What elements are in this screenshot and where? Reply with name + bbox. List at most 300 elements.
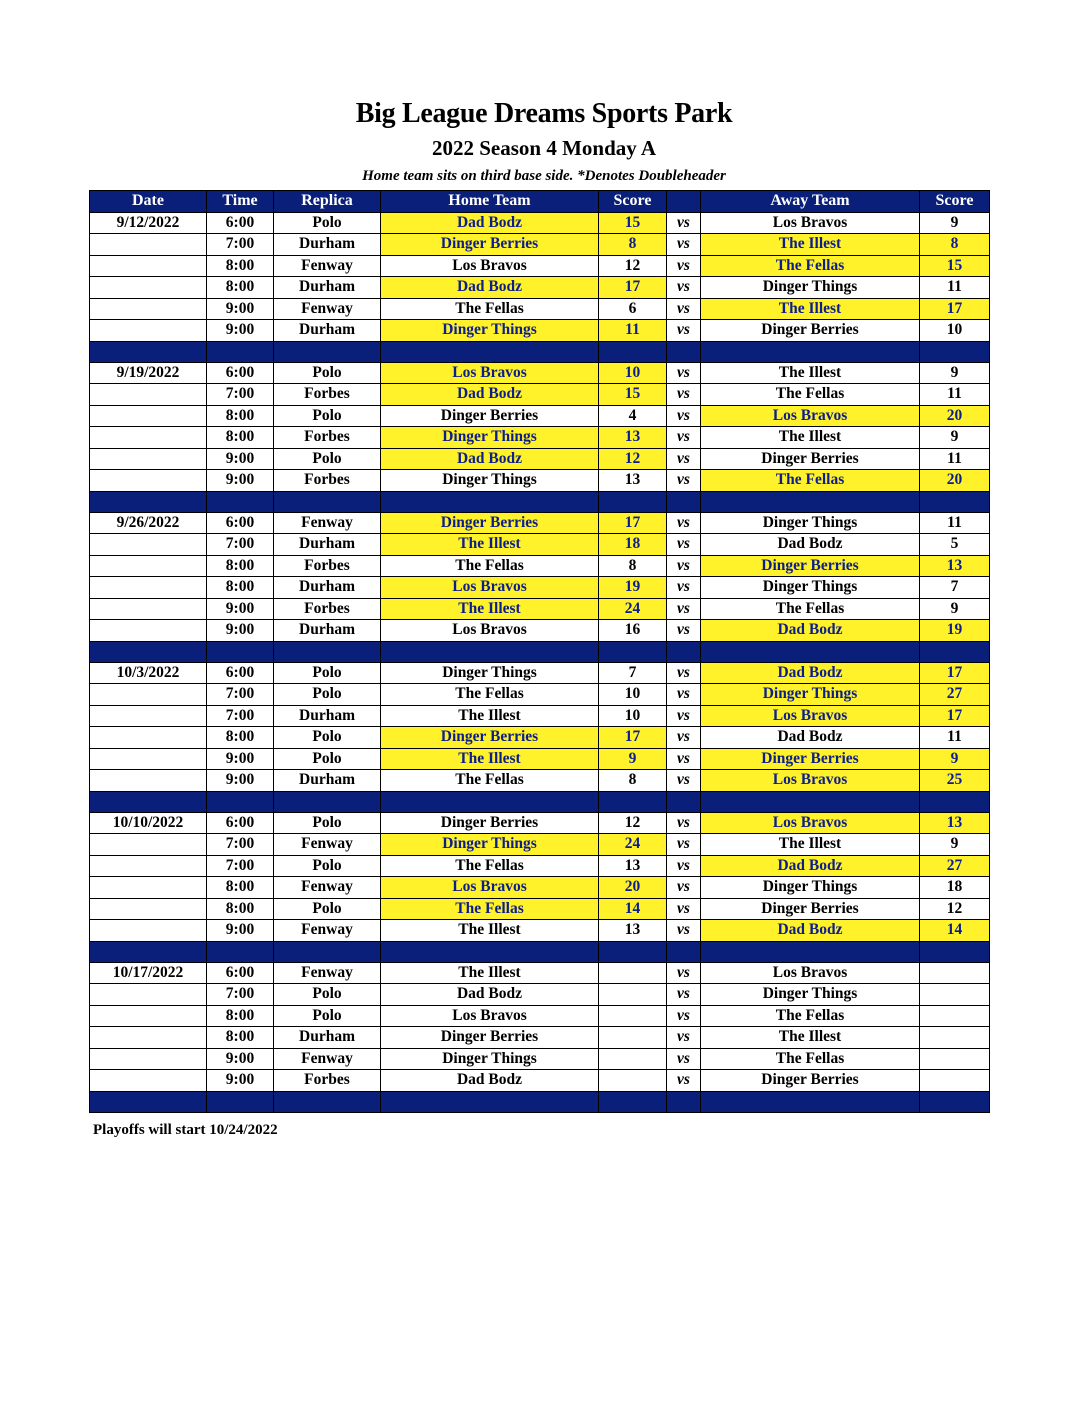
away-team-cell: The Illest	[701, 362, 920, 384]
home-team-cell: Dinger Things	[381, 834, 599, 856]
field-cell: Polo	[274, 727, 381, 749]
date-cell	[90, 384, 207, 406]
col-header-home-team: Home Team	[381, 191, 599, 213]
field-cell: Fenway	[274, 877, 381, 899]
away-score-cell: 15	[920, 255, 990, 277]
field-cell: Polo	[274, 684, 381, 706]
away-score-cell: 9	[920, 748, 990, 770]
away-score-cell	[920, 1070, 990, 1092]
game-row	[90, 855, 990, 877]
time-cell: 6:00	[207, 962, 274, 984]
game-row	[90, 662, 990, 684]
away-team-cell: Dad Bodz	[701, 534, 920, 556]
game-row	[90, 705, 990, 727]
col-header-vs	[667, 191, 701, 213]
date-cell: 9/26/2022	[90, 512, 207, 534]
home-score-cell	[599, 1048, 667, 1070]
home-score-cell: 20	[599, 877, 667, 899]
home-team-cell: Dad Bodz	[381, 984, 599, 1006]
game-row	[90, 470, 990, 492]
col-header-replica: Replica	[274, 191, 381, 213]
home-team-cell: Dinger Berries	[381, 727, 599, 749]
separator-cell	[920, 341, 990, 362]
home-team-cell: The Illest	[381, 705, 599, 727]
game-row	[90, 684, 990, 706]
col-header-date: Date	[90, 191, 207, 213]
time-cell: 8:00	[207, 877, 274, 899]
home-score-cell: 11	[599, 320, 667, 342]
home-team-cell: Dinger Things	[381, 427, 599, 449]
game-row	[90, 427, 990, 449]
game-row	[90, 534, 990, 556]
separator-cell	[599, 1091, 667, 1112]
field-cell: Polo	[274, 448, 381, 470]
date-cell	[90, 834, 207, 856]
game-row	[90, 212, 990, 234]
separator-cell	[207, 491, 274, 512]
separator-cell	[207, 1091, 274, 1112]
away-team-cell: The Fellas	[701, 598, 920, 620]
date-cell	[90, 1048, 207, 1070]
away-score-cell: 11	[920, 512, 990, 534]
separator-cell	[667, 941, 701, 962]
away-team-cell: The Illest	[701, 298, 920, 320]
home-team-cell: The Fellas	[381, 770, 599, 792]
separator-cell	[599, 791, 667, 812]
vs-cell: vs	[667, 705, 701, 727]
home-team-cell: Dinger Berries	[381, 512, 599, 534]
home-team-cell: Dad Bodz	[381, 384, 599, 406]
game-row	[90, 320, 990, 342]
field-cell: Durham	[274, 770, 381, 792]
date-cell	[90, 920, 207, 942]
home-score-cell: 12	[599, 812, 667, 834]
separator-cell	[667, 1091, 701, 1112]
date-cell	[90, 855, 207, 877]
date-cell	[90, 534, 207, 556]
field-cell: Polo	[274, 748, 381, 770]
away-team-cell: Dinger Things	[701, 984, 920, 1006]
vs-cell: vs	[667, 898, 701, 920]
home-team-cell: The Illest	[381, 920, 599, 942]
away-team-cell: Dinger Berries	[701, 320, 920, 342]
home-team-cell: Los Bravos	[381, 577, 599, 599]
home-score-cell: 13	[599, 855, 667, 877]
date-cell: 9/19/2022	[90, 362, 207, 384]
separator-cell	[599, 341, 667, 362]
time-cell: 8:00	[207, 727, 274, 749]
game-row	[90, 405, 990, 427]
game-row	[90, 555, 990, 577]
vs-cell: vs	[667, 812, 701, 834]
home-team-cell: Los Bravos	[381, 1005, 599, 1027]
away-team-cell: Dad Bodz	[701, 662, 920, 684]
separator-cell	[90, 1091, 207, 1112]
game-row	[90, 834, 990, 856]
separator-cell	[274, 641, 381, 662]
away-team-cell: Los Bravos	[701, 212, 920, 234]
away-team-cell: Dinger Things	[701, 277, 920, 299]
away-score-cell: 14	[920, 920, 990, 942]
separator-cell	[701, 491, 920, 512]
vs-cell: vs	[667, 662, 701, 684]
home-score-cell	[599, 962, 667, 984]
game-row	[90, 298, 990, 320]
separator-cell	[381, 791, 599, 812]
home-team-cell: Dinger Things	[381, 320, 599, 342]
separator-cell	[274, 941, 381, 962]
away-team-cell: Dinger Things	[701, 512, 920, 534]
home-score-cell: 12	[599, 448, 667, 470]
date-cell	[90, 1027, 207, 1049]
game-row	[90, 577, 990, 599]
separator-cell	[920, 491, 990, 512]
time-cell: 8:00	[207, 255, 274, 277]
vs-cell: vs	[667, 962, 701, 984]
field-cell: Polo	[274, 984, 381, 1006]
week-separator	[90, 1091, 990, 1112]
vs-cell: vs	[667, 770, 701, 792]
time-cell: 9:00	[207, 320, 274, 342]
home-score-cell: 8	[599, 770, 667, 792]
away-score-cell: 17	[920, 298, 990, 320]
date-cell	[90, 298, 207, 320]
away-score-cell: 5	[920, 534, 990, 556]
vs-cell: vs	[667, 920, 701, 942]
vs-cell: vs	[667, 748, 701, 770]
date-cell	[90, 277, 207, 299]
home-team-cell: Dinger Berries	[381, 812, 599, 834]
time-cell: 6:00	[207, 512, 274, 534]
game-row	[90, 1048, 990, 1070]
home-team-cell: Dad Bodz	[381, 277, 599, 299]
home-team-cell: The Fellas	[381, 898, 599, 920]
separator-cell	[207, 341, 274, 362]
field-cell: Polo	[274, 405, 381, 427]
date-cell	[90, 1005, 207, 1027]
time-cell: 9:00	[207, 748, 274, 770]
date-cell: 10/3/2022	[90, 662, 207, 684]
game-row	[90, 1005, 990, 1027]
vs-cell: vs	[667, 512, 701, 534]
separator-cell	[381, 341, 599, 362]
home-team-cell: Dinger Things	[381, 662, 599, 684]
away-team-cell: Dinger Things	[701, 577, 920, 599]
vs-cell: vs	[667, 298, 701, 320]
away-score-cell: 11	[920, 448, 990, 470]
field-cell: Polo	[274, 812, 381, 834]
vs-cell: vs	[667, 834, 701, 856]
time-cell: 8:00	[207, 577, 274, 599]
away-score-cell: 8	[920, 234, 990, 256]
time-cell: 9:00	[207, 598, 274, 620]
separator-cell	[90, 641, 207, 662]
away-team-cell: The Illest	[701, 427, 920, 449]
away-score-cell: 9	[920, 834, 990, 856]
time-cell: 8:00	[207, 427, 274, 449]
separator-cell	[90, 941, 207, 962]
home-score-cell	[599, 1070, 667, 1092]
schedule-body	[90, 212, 990, 1112]
away-team-cell: The Fellas	[701, 255, 920, 277]
home-team-cell: The Fellas	[381, 684, 599, 706]
home-team-cell: The Illest	[381, 598, 599, 620]
home-team-cell: Los Bravos	[381, 362, 599, 384]
season-subtitle: 2022 Season 4 Monday A	[431, 136, 657, 160]
home-score-cell: 8	[599, 234, 667, 256]
home-score-cell: 16	[599, 620, 667, 642]
time-cell: 7:00	[207, 834, 274, 856]
home-team-cell: Dinger Things	[381, 470, 599, 492]
field-cell: Fenway	[274, 834, 381, 856]
time-cell: 9:00	[207, 620, 274, 642]
away-score-cell: 9	[920, 212, 990, 234]
vs-cell: vs	[667, 427, 701, 449]
away-score-cell: 11	[920, 384, 990, 406]
away-score-cell	[920, 962, 990, 984]
time-cell: 9:00	[207, 770, 274, 792]
away-team-cell: The Fellas	[701, 470, 920, 492]
away-team-cell: The Fellas	[701, 1048, 920, 1070]
home-score-cell: 13	[599, 470, 667, 492]
home-score-cell: 6	[599, 298, 667, 320]
separator-cell	[920, 1091, 990, 1112]
away-score-cell: 9	[920, 598, 990, 620]
home-score-cell	[599, 984, 667, 1006]
home-score-cell: 9	[599, 748, 667, 770]
away-team-cell: Dinger Things	[701, 684, 920, 706]
vs-cell: vs	[667, 1005, 701, 1027]
time-cell: 8:00	[207, 405, 274, 427]
away-team-cell: The Fellas	[701, 1005, 920, 1027]
vs-cell: vs	[667, 362, 701, 384]
separator-cell	[667, 341, 701, 362]
date-cell: 9/12/2022	[90, 212, 207, 234]
home-team-cell: The Illest	[381, 748, 599, 770]
away-team-cell: Dinger Berries	[701, 555, 920, 577]
away-team-cell: Dad Bodz	[701, 620, 920, 642]
vs-cell: vs	[667, 255, 701, 277]
vs-cell: vs	[667, 598, 701, 620]
home-team-cell: The Fellas	[381, 298, 599, 320]
date-cell	[90, 577, 207, 599]
time-cell: 8:00	[207, 1027, 274, 1049]
home-team-cell: Dinger Berries	[381, 234, 599, 256]
vs-cell: vs	[667, 577, 701, 599]
date-cell	[90, 620, 207, 642]
away-team-cell: Dad Bodz	[701, 920, 920, 942]
time-cell: 6:00	[207, 212, 274, 234]
away-team-cell: Dinger Berries	[701, 1070, 920, 1092]
away-score-cell: 20	[920, 405, 990, 427]
away-team-cell: Los Bravos	[701, 962, 920, 984]
field-cell: Polo	[274, 898, 381, 920]
col-header-away-score: Score	[920, 191, 990, 213]
away-score-cell: 27	[920, 684, 990, 706]
separator-cell	[667, 791, 701, 812]
away-score-cell: 17	[920, 662, 990, 684]
header-row	[90, 191, 990, 213]
home-score-cell: 24	[599, 598, 667, 620]
away-score-cell	[920, 1027, 990, 1049]
separator-cell	[90, 491, 207, 512]
date-cell	[90, 320, 207, 342]
field-cell: Forbes	[274, 598, 381, 620]
away-score-cell	[920, 1005, 990, 1027]
field-cell: Fenway	[274, 512, 381, 534]
separator-cell	[599, 941, 667, 962]
vs-cell: vs	[667, 555, 701, 577]
home-team-cell: Los Bravos	[381, 620, 599, 642]
home-score-cell	[599, 1005, 667, 1027]
home-score-cell: 12	[599, 255, 667, 277]
col-header-away-team: Away Team	[701, 191, 920, 213]
week-separator	[90, 491, 990, 512]
field-cell: Polo	[274, 212, 381, 234]
time-cell: 7:00	[207, 855, 274, 877]
separator-cell	[274, 791, 381, 812]
time-cell: 8:00	[207, 898, 274, 920]
game-row	[90, 448, 990, 470]
separator-cell	[381, 941, 599, 962]
time-cell: 8:00	[207, 555, 274, 577]
away-score-cell: 17	[920, 705, 990, 727]
home-score-cell: 18	[599, 534, 667, 556]
field-cell: Polo	[274, 1005, 381, 1027]
separator-cell	[701, 1091, 920, 1112]
field-cell: Fenway	[274, 255, 381, 277]
field-cell: Polo	[274, 662, 381, 684]
separator-cell	[920, 941, 990, 962]
home-team-cell: Dinger Berries	[381, 1027, 599, 1049]
field-cell: Fenway	[274, 298, 381, 320]
field-cell: Fenway	[274, 1048, 381, 1070]
away-score-cell: 11	[920, 277, 990, 299]
date-cell	[90, 684, 207, 706]
date-cell	[90, 470, 207, 492]
vs-cell: vs	[667, 727, 701, 749]
away-team-cell: Dinger Things	[701, 877, 920, 899]
home-team-cell: Dinger Berries	[381, 405, 599, 427]
away-score-cell: 19	[920, 620, 990, 642]
away-team-cell: The Illest	[701, 234, 920, 256]
time-cell: 8:00	[207, 1005, 274, 1027]
vs-cell: vs	[667, 384, 701, 406]
time-cell: 6:00	[207, 362, 274, 384]
home-team-cell: Dad Bodz	[381, 448, 599, 470]
away-score-cell: 12	[920, 898, 990, 920]
time-cell: 7:00	[207, 705, 274, 727]
date-cell	[90, 727, 207, 749]
separator-cell	[667, 491, 701, 512]
game-row	[90, 727, 990, 749]
date-cell	[90, 898, 207, 920]
game-row	[90, 962, 990, 984]
game-row	[90, 384, 990, 406]
field-cell: Durham	[274, 234, 381, 256]
field-cell: Forbes	[274, 427, 381, 449]
separator-cell	[274, 491, 381, 512]
vs-cell: vs	[667, 448, 701, 470]
vs-cell: vs	[667, 1048, 701, 1070]
field-cell: Durham	[274, 577, 381, 599]
home-team-cell: Los Bravos	[381, 877, 599, 899]
field-cell: Fenway	[274, 962, 381, 984]
away-team-cell: The Fellas	[701, 384, 920, 406]
away-score-cell: 18	[920, 877, 990, 899]
date-cell	[90, 427, 207, 449]
date-cell	[90, 770, 207, 792]
away-score-cell: 11	[920, 727, 990, 749]
vs-cell: vs	[667, 212, 701, 234]
game-row	[90, 598, 990, 620]
time-cell: 7:00	[207, 234, 274, 256]
time-cell: 7:00	[207, 984, 274, 1006]
page-title: Big League Dreams Sports Park	[355, 98, 733, 129]
date-cell	[90, 448, 207, 470]
game-row	[90, 512, 990, 534]
separator-cell	[381, 491, 599, 512]
separator-cell	[381, 1091, 599, 1112]
vs-cell: vs	[667, 277, 701, 299]
col-header-home-score: Score	[599, 191, 667, 213]
away-score-cell: 10	[920, 320, 990, 342]
date-cell	[90, 255, 207, 277]
separator-cell	[920, 641, 990, 662]
field-cell: Forbes	[274, 470, 381, 492]
home-team-cell: Dinger Things	[381, 1048, 599, 1070]
date-cell	[90, 598, 207, 620]
away-team-cell: The Illest	[701, 1027, 920, 1049]
week-separator	[90, 791, 990, 812]
game-row	[90, 255, 990, 277]
date-cell	[90, 705, 207, 727]
separator-cell	[381, 641, 599, 662]
separator-cell	[599, 641, 667, 662]
home-score-cell: 10	[599, 362, 667, 384]
home-team-cell: The Illest	[381, 534, 599, 556]
time-cell: 7:00	[207, 384, 274, 406]
home-team-cell: The Fellas	[381, 855, 599, 877]
field-cell: Forbes	[274, 555, 381, 577]
home-score-cell: 7	[599, 662, 667, 684]
date-cell	[90, 984, 207, 1006]
game-row	[90, 234, 990, 256]
schedule-note: Home team sits on third base side. *Denotes Doubleheader	[362, 168, 726, 184]
home-team-cell: Dad Bodz	[381, 212, 599, 234]
time-cell: 9:00	[207, 1048, 274, 1070]
home-score-cell: 15	[599, 384, 667, 406]
away-team-cell: Los Bravos	[701, 812, 920, 834]
col-header-time: Time	[207, 191, 274, 213]
field-cell: Fenway	[274, 920, 381, 942]
away-team-cell: Dinger Berries	[701, 898, 920, 920]
game-row	[90, 877, 990, 899]
home-score-cell: 8	[599, 555, 667, 577]
away-team-cell: Dinger Berries	[701, 748, 920, 770]
away-score-cell	[920, 1048, 990, 1070]
time-cell: 7:00	[207, 684, 274, 706]
home-score-cell: 17	[599, 512, 667, 534]
separator-cell	[701, 941, 920, 962]
vs-cell: vs	[667, 855, 701, 877]
home-team-cell: The Illest	[381, 962, 599, 984]
week-separator	[90, 641, 990, 662]
time-cell: 9:00	[207, 470, 274, 492]
week-separator	[90, 341, 990, 362]
game-row	[90, 277, 990, 299]
game-row	[90, 812, 990, 834]
